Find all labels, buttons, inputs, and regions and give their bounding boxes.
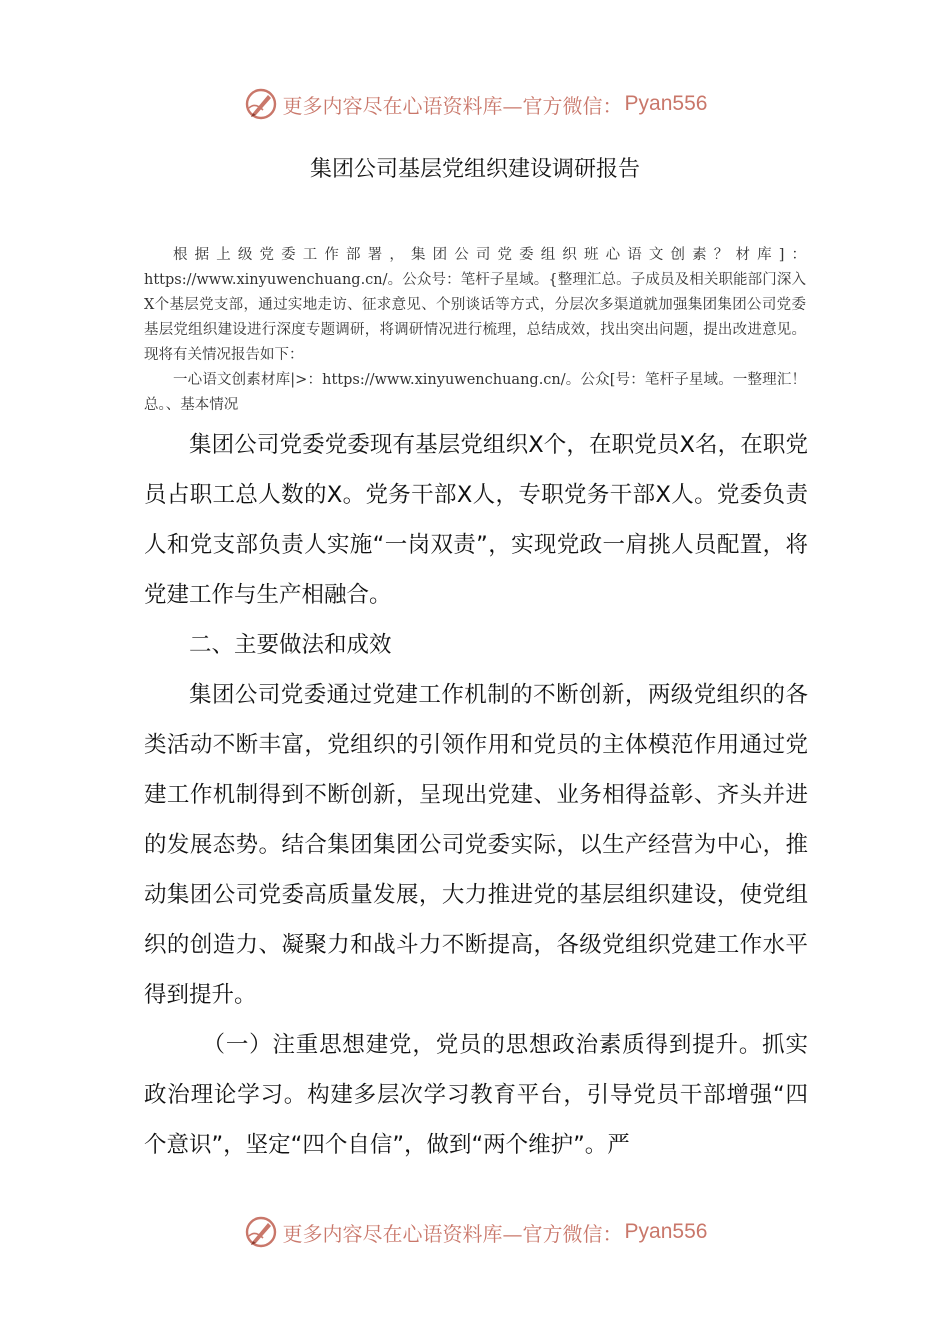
body-paragraph: 集团公司党委通过党建工作机制的不断创新，两级党组织的各类活动不断丰富，党组织的引领作用和党员的主体模范作用通过党建工作机制得到不断创新，呈现出党建、业务相得益彰、齐头并进的发展态势。结合集团集团公司党委实际，以生产经营为中心，推动集团公司党委高质量发展，大力推进党的基层组织建设，使党组织的创造力、凝聚力和战斗力不断提高，各级党组织党建工作水平得到提升。: [144, 682, 808, 1008]
watermark-handle: Pyan556: [624, 92, 708, 115]
intro-paragraph: 一心语文创素材库|>：https://www.xinyuwenchuang.cn/。公众[号：笔杆子星域。一整理汇！总。、基本情况: [144, 372, 806, 413]
intro-paragraph: 根据上级党委工作部署，集团公司党委组织班心语文创素？材库]：https://www.xinyuwenchuang.cn/。公众号：笔杆子星域。{整理汇总。子成员及相关职能部门深入X个基层党支部，通过实地走访、征求意见、个别谈话等方式，分层次多渠道就加强集团集团公司党委基层党组织建设进行深度专题调研，将调研情况进行梳理，总结成效，找出突出问题，提出改进意见。现将有关情况报告如下：: [144, 247, 806, 363]
intro-block: [144, 243, 806, 418]
watermark-text: 更多内容尽在心语资料库—官方微信：: [282, 93, 623, 118]
document-body: [144, 420, 808, 1170]
footer-watermark: [0, 1212, 950, 1252]
watermark-handle: Pyan556: [624, 1220, 708, 1243]
section-heading: 二、主要做法和成效: [189, 632, 392, 658]
pen-logo-icon: [243, 1214, 279, 1250]
document-title: 集团公司基层党组织建设调研报告: [309, 157, 640, 182]
watermark-text: 更多内容尽在心语资料库—官方微信：: [282, 1221, 623, 1246]
body-paragraph: 集团公司党委党委现有基层党组织X个，在职党员X名，在职党员占职工总人数的X。党务干部X人，专职党务干部X人。党委负责人和党支部负责人实施“一岗双责”，实现党政一肩挑人员配置，将党建工作与生产相融合。: [144, 432, 808, 608]
header-watermark: [0, 84, 950, 124]
pen-logo-icon: [243, 86, 279, 122]
body-paragraph: （一）注重思想建党，党员的思想政治素质得到提升。抓实政治理论学习。构建多层次学习教育平台，引导党员干部增强“四个意识”，坚定“四个自信”，做到“两个维护”。严: [144, 1032, 808, 1158]
